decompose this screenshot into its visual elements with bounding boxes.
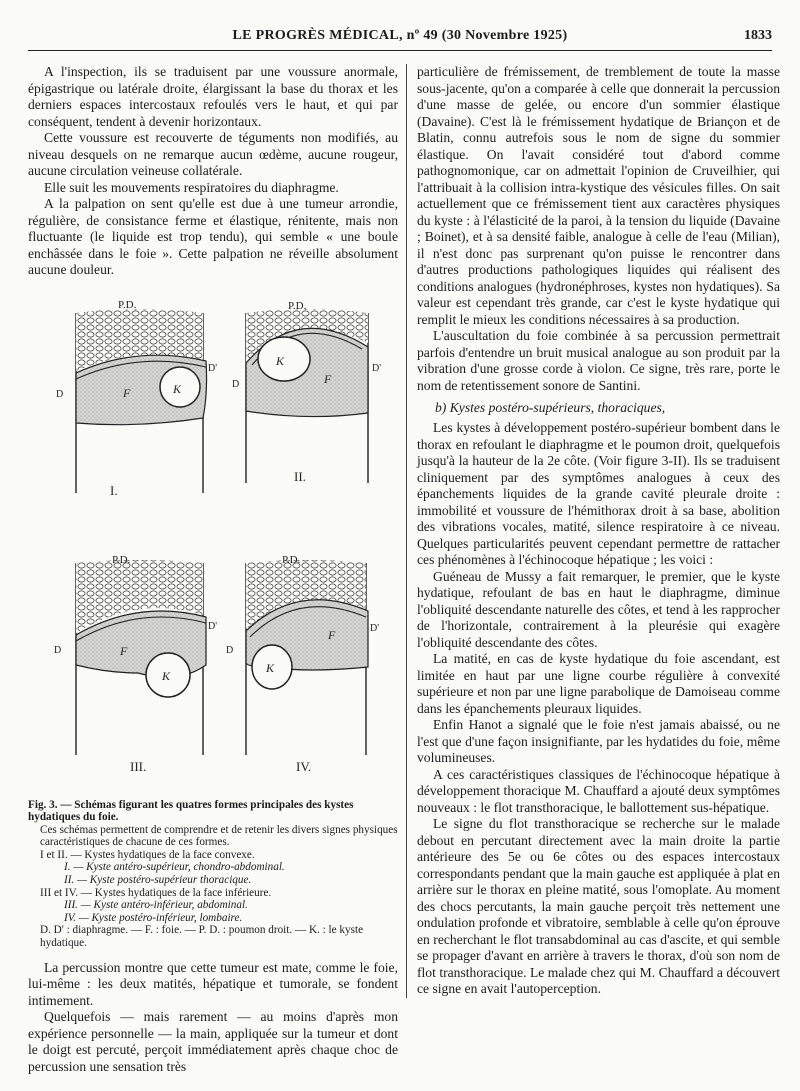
- paragraph-quelquefois: Quelquefois — mais rarement — au moins d'après mon expérience personnelle — la main, appliquée sur la tumeur et dont le doigt est percuté, perçoit immédiatement après chaque choc de percussion une sensation très: [28, 1009, 398, 1074]
- caption-title: Fig. 3. — Schémas figurant les quatres formes principales des kystes hydatiques du foie.: [28, 798, 354, 824]
- label-d-2: D: [232, 378, 240, 390]
- label-d-4: D: [226, 644, 234, 656]
- caption-item-2: II. — Kyste postéro-supérieur thoracique.: [64, 874, 252, 887]
- left-column: [28, 64, 398, 1075]
- caption-intro: Ces schémas permettent de comprendre et de retenir les divers signes physiques caractéristiques de chacune de ces formes.: [40, 823, 398, 849]
- schema-2: [232, 300, 381, 484]
- section-heading-b: b) Kystes postéro-supérieurs, thoraciques,: [435, 400, 666, 415]
- label-pd-4: P.D.: [282, 553, 301, 566]
- right-column: [406, 64, 780, 998]
- caption-group-inferieure: III et IV. — Kystes hydatiques de la face inférieure.: [40, 886, 272, 899]
- paragraph-fremissement: particulière de frémissement, de tremblement de toute la masse sous-jacente, qu'on a comparée à celle que donnerait la percussion d'une masse de gelée, ou encore d'un sommier élastique (Davaine). C'est là le frémissement hydatique de Briançon et de Blatin, connu autrefois sous le nom de signe du sommier élastique. On l'avait considéré tout d'abord comme pathognomonique, car on admettait l'opinion de Cruveilhier, qui l'attribuait à la collision intra-kystique des vésicules filles. On sait actuellement que ce frémissement tient aux caractères physiques du kyste : à l'élasticité de la paroi, à la tension du liquide (Davaine ; Boinet), et à sa densité faible, analogue à celle de l'eau (Milian), il n'est donc pas surprenant qu'on puisse le rencontrer dans d'autres productions pathologiques liquides qui réalisent des conditions analogues (hydronéphroses, kystes non hydatiques). Sa valeur est cependant très grande, car c'est le kyste hydatique qui remplit le mieux les conditions nécessaires à sa production.: [417, 64, 780, 327]
- caption-item-4: IV. — Kyste postéro-inférieur, lombaire.: [64, 911, 243, 924]
- figure-caption: [28, 799, 398, 950]
- label-pd-2: P.D.: [288, 299, 307, 312]
- label-k-1: K: [173, 381, 182, 396]
- caption-group-convexe: I et II. — Kystes hydatiques de la face convexe.: [40, 848, 255, 861]
- label-dp-1: D': [208, 362, 218, 374]
- label-f-2: F: [324, 371, 332, 386]
- paragraph-gueneau: Guéneau de Mussy a fait remarquer, le premier, que le kyste hydatique, refoulant de bas en haut le diaphragme, diminue l'obliquité descendante naturelle des côtes, et tend à les rapprocher de l'horizontale, contrairement à la pleurésie qui exagère l'obliquité descendante des côtes.: [417, 568, 780, 650]
- label-roman-4: IV.: [296, 758, 312, 774]
- paragraph-chauffard: A ces caractéristiques classiques de l'échinocoque hépatique à développement thoracique M. Chauffard a ajouté deux symptômes nouveaux : le flot transthoracique, le ballottement sus-hépatique.: [417, 766, 780, 815]
- label-f-1: F: [123, 385, 131, 400]
- label-pd-1: P.D.: [118, 298, 137, 311]
- caption-legend: D. D' : diaphragme. — F. : foie. — P. D. : poumon droit. — K. : le kyste hydatique.: [40, 924, 364, 950]
- label-d-1: D: [56, 388, 64, 400]
- label-roman-1: I.: [110, 482, 118, 498]
- paragraph-hanot: Enfin Hanot a signalé que le foie n'est jamais abaissé, ou ne l'est que d'une façon insignifiante, par les hydatides du foie, même volumineuses.: [417, 717, 780, 765]
- schema-3: [54, 554, 217, 774]
- label-k-2: K: [276, 353, 285, 368]
- label-pd-3: P.D.: [112, 553, 131, 566]
- page-number: 1833: [744, 28, 772, 43]
- label-f-4: F: [328, 627, 336, 642]
- schema-4: [226, 554, 379, 774]
- label-f-3: F: [120, 643, 128, 658]
- caption-item-3: III. — Kyste antéro-inférieur, abdominal.: [64, 899, 248, 912]
- journal-title: LE PROGRÈS MÉDICAL, nº 49 (30 Novembre 1925): [232, 28, 568, 43]
- label-dp-2: D': [372, 362, 382, 374]
- paragraph-respiratory: Elle suit les mouvements respiratoires du diaphragme.: [44, 179, 339, 195]
- label-dp-4: D': [370, 622, 380, 634]
- label-dp-3: D': [208, 620, 218, 632]
- paragraph-matite: La matité, en cas de kyste hydatique du foie ascendant, est limitée en haut par une ligne courbe régulière à convexité supérieure et non par une ligne parabolique de Damoiseau comme dans les épanchements pleuraux liquides.: [417, 651, 780, 716]
- figure-3-drawing: [28, 293, 398, 795]
- label-k-3: K: [162, 668, 171, 683]
- paragraph-flot: Le signe du flot transthoracique se recherche sur le malade debout en percutant directement avec la main droite la partie antérieure des 5e ou 6e côtes ou des espaces intercostaux correspondants pendant que la main gauche est appliquée à plat en arrière sur le thorax en pleine matité, sous l'omoplate. Au moment des chocs percutants, la main gauche perçoit très nettement une ondulation profonde et vibratoire, semblable à celle qu'on éprouve en recherchant le flot transabdominal au cas d'ascite, et qui semble se propager d'avant en arrière à travers le thorax, d'où son nom de flot transthoracique. Le malade chez qui M. Chauffard a découvert ce signe en avait l'autoperception.: [417, 816, 780, 996]
- label-k-4: K: [266, 660, 275, 675]
- paragraph-auscultation: L'auscultation du foie combinée à sa percussion permettrait parfois d'entendre un bruit musical analogue au son produit par la vibration d'une grosse corde à violon. Ce signe, très rare, porte le nom de retentissement sonore de Santini.: [417, 328, 780, 393]
- label-roman-2: II.: [294, 468, 306, 484]
- label-roman-3: III.: [130, 758, 147, 774]
- label-d-3: D: [54, 644, 62, 656]
- figure-3-schemas: [28, 293, 398, 795]
- caption-item-1: I. — Kyste antéro-supérieur, chondro-abdominal.: [64, 861, 285, 874]
- paragraph-percussion: La percussion montre que cette tumeur est mate, comme le foie, lui-même : les deux matités, hépatique et tumorale, se fondent intimement.: [28, 959, 398, 1008]
- paragraph-kystes-postero: Les kystes à développement postéro-supérieur bombent dans le thorax en refoulant le diaphragme et le poumon droit, quelquefois jusqu'à la hauteur de la 2e côte. (Voir figure 3-II). Ils se traduisent cliniquement par des symptômes analogues à ceux des épanchements liquides de la grande cavité pleurale droite : immobilité et voussure de l'hémithorax droit à sa base, abolition des vibrations vocales, matité, silence respiratoire à ce niveau. Quelques particularités peuvent cependant permettre de rattacher ces phénomènes à l'échinocoque hépatique ; les voici :: [417, 420, 780, 567]
- paragraph-voussure: Cette voussure est recouverte de téguments non modifiés, au niveau desquels on ne remarque aucun œdème, aucune rougeur, aucune circulation veineuse collatérale.: [28, 130, 398, 178]
- paragraph-inspection: A l'inspection, ils se traduisent par une voussure anormale, épigastrique ou latérale droite, élargissant la base du thorax et les derniers espaces intercostaux refoulés vers le haut, et qui par conséquent, tendent à devenir horizontaux.: [28, 64, 398, 129]
- paragraph-palpation: A la palpation on sent qu'elle est due à une tumeur arrondie, régulière, de consistance ferme et élastique, rénitente, mais non fluctuante (le liquide est trop tendu), qui semble « une boule enchâssée dans le foie ». Cette palpation ne réveille absolument aucune douleur.: [28, 196, 398, 277]
- schema-1: [56, 299, 217, 498]
- running-header: [28, 28, 772, 51]
